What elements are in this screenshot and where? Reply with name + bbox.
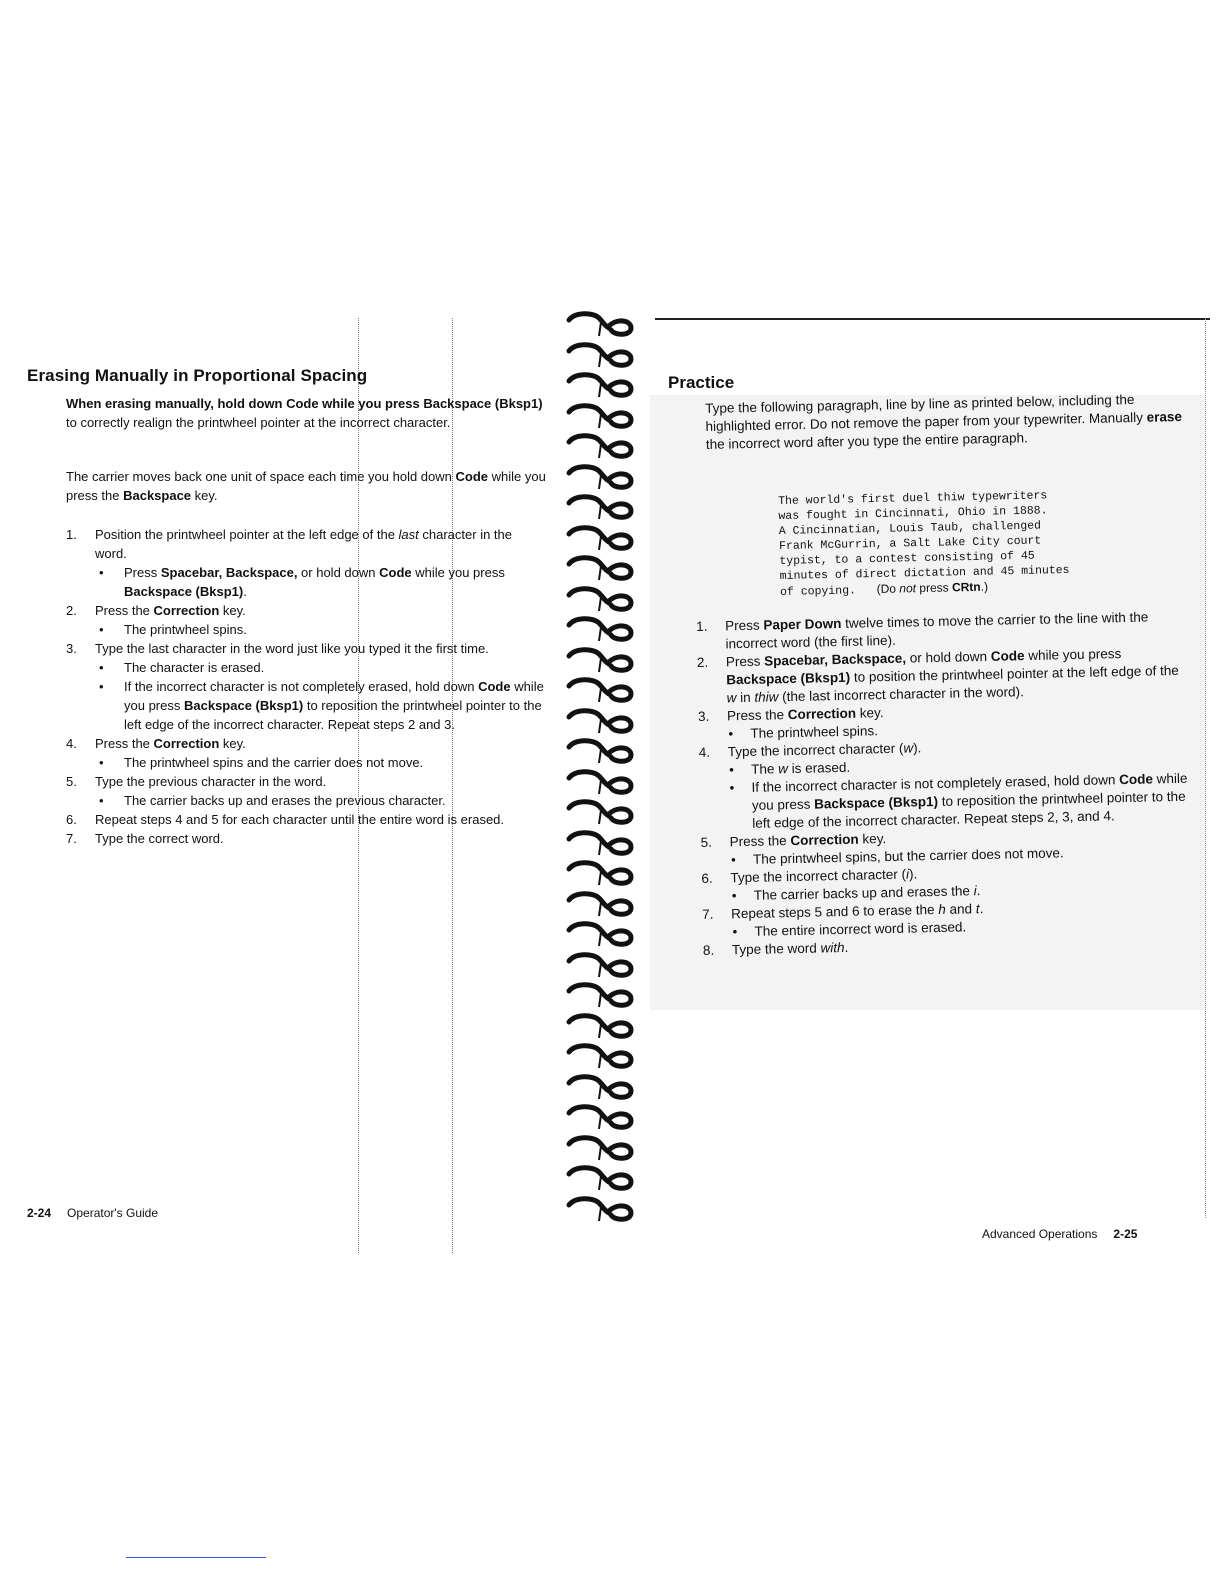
- binding-ring: [565, 585, 637, 613]
- list-item: 6. Repeat steps 4 and 5 for each character until the entire word is erased.: [66, 812, 505, 827]
- typing-sample: [778, 486, 1170, 600]
- bullet-item: • The w is erased.: [729, 759, 851, 778]
- list-item: 8. Type the word with.: [702, 939, 849, 958]
- binding-ring: [565, 707, 637, 735]
- binding-ring: [565, 951, 637, 979]
- binding-ring: [565, 1012, 637, 1040]
- binding-ring: [565, 402, 637, 430]
- bullet-item: • The printwheel spins.: [728, 723, 879, 742]
- page-edge-line: [655, 318, 1210, 320]
- underline-mark: [126, 1557, 266, 1558]
- sample-line: minutes of direct dictation and 45 minutes: [779, 563, 1070, 583]
- binding-ring: [565, 1195, 637, 1223]
- binding-ring: [565, 890, 637, 918]
- sample-line: typist, to a contest consisting of 45: [779, 549, 1035, 568]
- binding-ring: [565, 1134, 637, 1162]
- binding-ring: [565, 676, 637, 704]
- bullet-item: • The entire incorrect word is erased.: [732, 919, 967, 940]
- list-item: 3. Type the last character in the word just like you typed it the first time. • The character is erased. • If the incorrect character is not completely erased, hold down Code while you press Backspace (Bksp1) to reposition the printwheel pointer to the left edge of the incorrect character. Repeat steps 2 and 3.: [66, 639, 546, 734]
- bullet-item: • The character is erased.: [99, 660, 265, 675]
- binding-ring: [565, 554, 637, 582]
- page-footer-left: [27, 1206, 158, 1220]
- binding-ring: [565, 1164, 637, 1192]
- binding-ring: [565, 310, 637, 338]
- binding-ring: [565, 1042, 637, 1070]
- sample-line: of copying. (Do not press CRtn.): [779, 579, 989, 599]
- binding-ring: [565, 371, 637, 399]
- binding-ring: [565, 463, 637, 491]
- bullet-item: • Press Spacebar, Backspace, or hold down Code while you press Backspace (Bksp1).: [99, 565, 505, 599]
- list-item: 4. Press the Correction key. • The printwheel spins and the carrier does not move.: [66, 734, 546, 772]
- list-item: 2. Press Spacebar, Backspace, or hold down Code while you press Backspace (Bksp1) to position the printwheel pointer at the left edge of the w in thiw (the last incorrect character in the word).: [696, 646, 1179, 706]
- page-number: 2-24: [27, 1206, 52, 1220]
- section-title: Practice: [668, 373, 735, 392]
- carrier-paragraph: The carrier moves back one unit of space each time you hold down Code while you press the Backspace key.: [66, 469, 546, 503]
- bullet-item: • The printwheel spins, but the carrier does not move.: [730, 845, 1064, 868]
- footer-label: Advanced Operations: [982, 1227, 1098, 1241]
- bullet-item: • The printwheel spins.: [99, 622, 247, 637]
- bullet-item: • If the incorrect character is not completely erased, hold down Code while you press Backspace (Bksp1) to reposition the printwheel pointer to the left edge of the incorrect character. Repeat steps 2, 3, and 4.: [729, 770, 1188, 831]
- binding-ring: [565, 859, 637, 887]
- list-item: 6. Type the incorrect character (i).: [701, 866, 918, 886]
- practice-step-list: [696, 608, 1198, 960]
- binding-ring: [565, 981, 637, 1009]
- page-title: Erasing Manually in Proportional Spacing: [27, 366, 368, 385]
- bullet-item: • The carrier backs up and erases the i.: [731, 883, 981, 904]
- bullet-item: • The printwheel spins and the carrier does not move.: [99, 755, 424, 770]
- binding-ring: [565, 737, 637, 765]
- page-footer-right: [982, 1227, 1137, 1241]
- list-item: 4. Type the incorrect character (w).: [698, 740, 922, 760]
- footer-label: Operator's Guide: [67, 1206, 159, 1220]
- list-item: 3. Press the Correction key.: [697, 705, 884, 724]
- sample-line: was fought in Cincinnati, Ohio in 1888.: [778, 504, 1048, 523]
- binding-ring: [565, 524, 637, 552]
- bullet-item: • If the incorrect character is not completely erased, hold down Code while you press Backspace (Bksp1) to reposition the printwheel pointer to the left edge of the incorrect character. Repeat steps 2 and 3.: [99, 679, 544, 732]
- list-item: 1. Position the printwheel pointer at the left edge of the last character in the word. • Press Spacebar, Backspace, or hold down Code while you press Backspace (Bksp1).: [66, 525, 546, 601]
- sample-line: Frank McGurrin, a Salt Lake City court: [778, 534, 1042, 553]
- binding-ring: [565, 432, 637, 460]
- practice-intro-paragraph: Type the following paragraph, line by line as printed below, including the highlighted error. Do not remove the paper from your typewriter. Manually erase the incorrect word after you type the entire paragraph.: [705, 392, 1183, 452]
- list-item: 5. Type the previous character in the word. • The carrier backs up and erases the previous character.: [66, 772, 546, 810]
- binding-ring: [565, 493, 637, 521]
- spiral-binding: [565, 310, 645, 1250]
- binding-ring: [565, 1103, 637, 1131]
- binding-ring: [565, 341, 637, 369]
- list-item: 7. Repeat steps 5 and 6 to erase the h and t.: [702, 901, 984, 922]
- sample-line: A Cincinnatian, Louis Taub, challenged: [778, 519, 1042, 538]
- intro-paragraph: When erasing manually, hold down Code while you press Backspace (Bksp1) to correctly realign the printwheel pointer at the incorrect character.: [66, 396, 543, 430]
- step-list: [66, 525, 546, 848]
- binding-ring: [565, 798, 637, 826]
- list-item: 1. Press Paper Down twelve times to move the carrier to the line with the incorrect word (the first line).: [696, 609, 1149, 652]
- binding-ring: [565, 1073, 637, 1101]
- page-number: 2-25: [1113, 1227, 1138, 1241]
- binding-ring: [565, 768, 637, 796]
- sample-line: The world's first duel thiw typewriters: [778, 489, 1048, 508]
- list-item: 5. Press the Correction key.: [700, 831, 887, 850]
- list-item: 2. Press the Correction key. • The printwheel spins.: [66, 601, 546, 639]
- list-item: 7. Type the correct word.: [66, 831, 224, 846]
- binding-ring: [565, 615, 637, 643]
- binding-ring: [565, 646, 637, 674]
- binding-ring: [565, 920, 637, 948]
- bullet-item: • The carrier backs up and erases the previous character.: [99, 793, 446, 808]
- binding-ring: [565, 829, 637, 857]
